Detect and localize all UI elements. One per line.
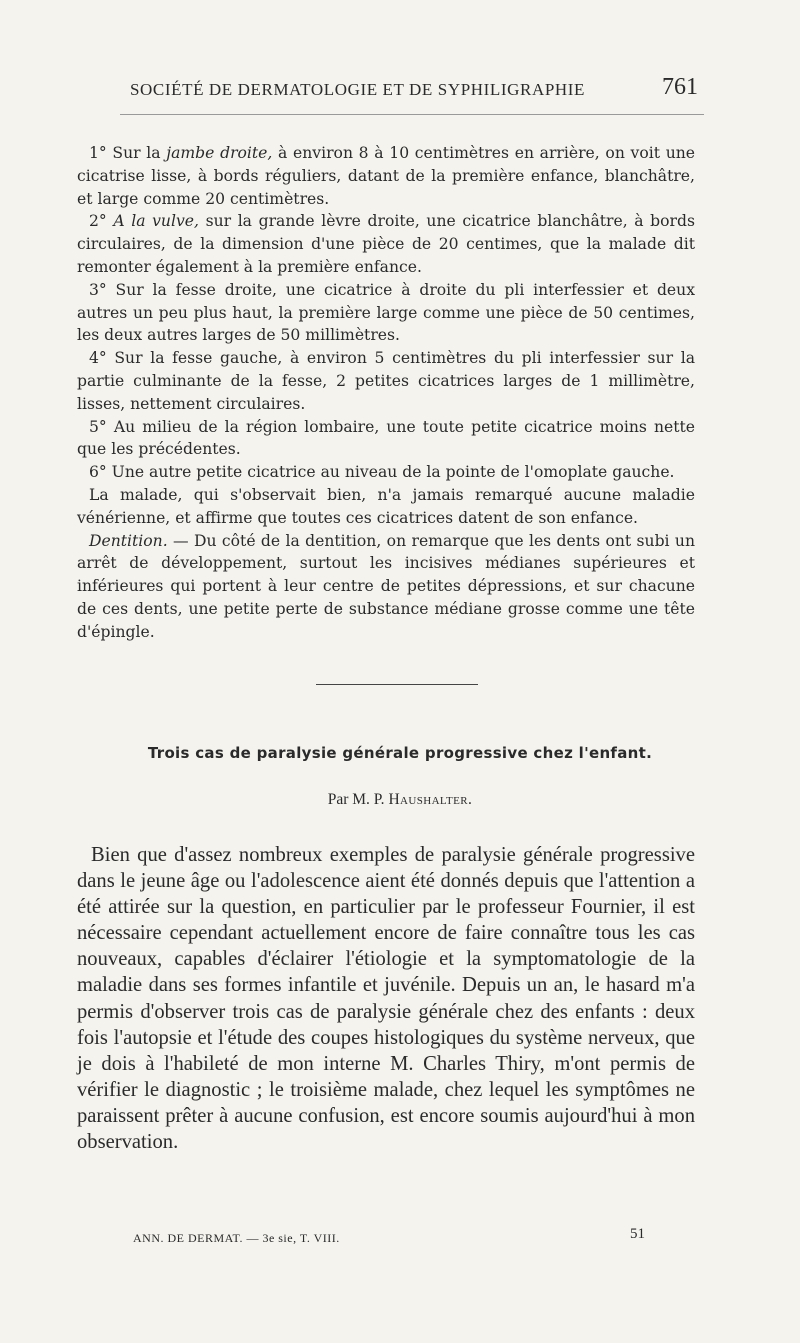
header-rule (120, 114, 704, 115)
note-6: 6° Une autre petite cicatrice au niveau de la pointe de l'omoplate gauche. (89, 463, 675, 482)
case-notes (77, 142, 695, 644)
page-number: 761 (662, 74, 698, 100)
note-dentition: Dentition. — Du côté de la dentition, on remarque que les dents ont subi un arrêt de développement, surtout les incisives médianes supérieures et inférieures qui portent à leur centre de petites dépressions, et sur chacune de ces dents, une petite perte de substance médiane grosse comme une tête d'épingle. (77, 531, 695, 641)
article-byline (0, 791, 800, 809)
note-5: 5° Au milieu de la région lombaire, une toute petite cicatrice moins nette que les précédentes. (77, 417, 695, 459)
article-paragraph: Bien que d'assez nombreux exemples de paralysie générale progressive dans le jeune âge ou l'adolescence aient été donnés depuis que l'attention a été attirée sur la question, en particulier par le professeur Fournier, il est nécessaire cependant actuellement encore de faire connaître tous les cas nouveaux, capables d'éclairer l'étiologie et la symptomatologie de la maladie dans ses formes infantile et juvénile. Depuis un an, le hasard m'a permis d'observer trois cas de paralysie générale chez des enfants : deux fois l'autopsie et l'étude des coupes histologiques du système nerveux, que je dois à l'habileté de mon interne M. Charles Thiry, m'ont permis de vérifier le diagnostic ; le troisième malade, chez lequel les symptômes ne paraissent prêter à aucune confusion, est encore soumis aujourd'hui à mon observation. (77, 844, 695, 1154)
byline-prefix: Par M. P. (327, 791, 389, 808)
footer-journal: ANN. DE DERMAT. — 3e sie, T. VIII. (133, 1231, 340, 1245)
note-7: La malade, qui s'observait bien, n'a jamais remarqué aucune maladie vénérienne, et affirme que toutes ces cicatrices datent de son enfance. (77, 485, 695, 527)
running-title: SOCIÉTÉ DE DERMATOLOGIE ET DE SYPHILIGRAPHIE (130, 80, 586, 99)
note-4: 4° Sur la fesse gauche, à environ 5 centimètres du pli interfessier sur la partie culminante de la fesse, 2 petites cicatrices larges de 1 millimètre, lisses, nettement circulaires. (77, 349, 695, 413)
note-3: 3° Sur la fesse droite, une cicatrice à droite du pli interfessier et deux autres un peu plus haut, la première large comme une pièce de 50 centimes, les deux autres larges de 50 millimètres. (77, 280, 695, 345)
section-separator (316, 684, 478, 685)
article-body (77, 842, 695, 1155)
footer-signature: 51 (630, 1226, 645, 1242)
note-2: 2° A la vulve, sur la grande lèvre droite, une cicatrice blanchâtre, à bords circulaires, de la dimension d'une pièce de 20 centimes, que la malade dit remonter également à la première enfance. (77, 212, 695, 276)
article-title: Trois cas de paralysie générale progressive chez l'enfant. (147, 744, 653, 762)
note-1: 1° Sur la jambe droite, à environ 8 à 10 centimètres en arrière, on voit une cicatrise lisse, à bords réguliers, datant de la première enfance, blanchâtre, et large comme 20 centimètres. (77, 144, 696, 208)
byline-author: Haushalter. (388, 791, 473, 808)
